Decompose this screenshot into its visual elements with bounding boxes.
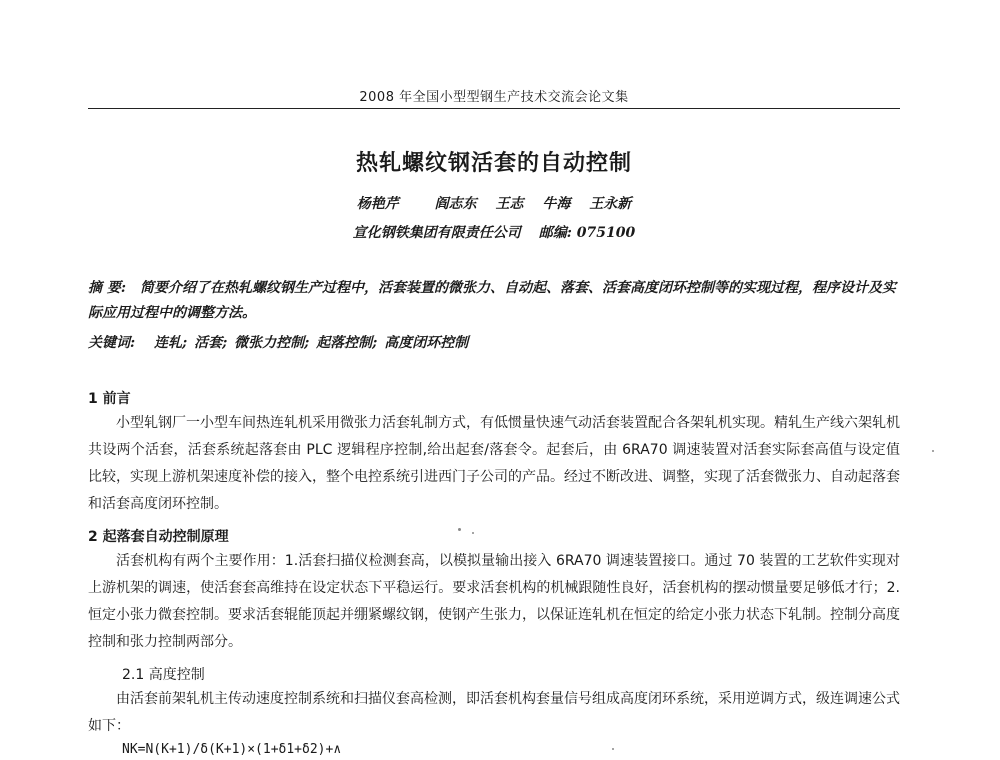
section-heading-2: 2 起落套自动控制原理 (88, 529, 229, 545)
author: 杨艳芹 (356, 196, 399, 212)
keyword: 高度闭环控制 (384, 335, 469, 351)
author: 王志 (495, 196, 524, 212)
keyword: 连轧; (154, 335, 188, 351)
section-1-paragraph: 小型轧钢厂一小型车间热连轧机采用微张力活套轧制方式，有低惯量快速气动活套装置配合各架轧机实现。精轧生产线六架轧机共设两个活套，活套系统起落套由 PLC 逻辑程序控制,给出起套/落套令。起套后，由 6RA70 调速装置对活套实际套高值与设定值比较，实现上游机架速度补偿的接入，整个电控系统引进西门子公司的产品。经过不断改进、调整，实现了活套微张力、自动起落套和活套高度闭环控制。 (88, 415, 900, 512)
running-head: 2008 年全国小型型钢生产技术交流会论文集 (359, 90, 629, 105)
author: 王永新 (589, 196, 632, 212)
postcode-label: 邮编: (538, 225, 572, 241)
scan-speck (932, 450, 934, 452)
scan-speck (458, 528, 461, 531)
scan-speck (612, 748, 614, 750)
abstract (88, 276, 900, 326)
keywords (88, 331, 900, 356)
postcode: 075100 (576, 225, 636, 241)
keyword: 起落控制; (316, 335, 378, 351)
author: 牛海 (542, 196, 571, 212)
affiliation: 宣化钢铁集团有限责任公司 (352, 225, 521, 241)
keyword: 微张力控制; (234, 335, 310, 351)
abstract-text: 简要介绍了在热轧螺纹钢生产过程中，活套装置的微张力、自动起、落套、活套高度闭环控制等的实现过程，程序设计及实际应用过程中的调整方法。 (88, 280, 897, 321)
scan-speck (472, 532, 474, 534)
author: 阎志东 (434, 196, 477, 212)
header-rule (88, 108, 900, 109)
keywords-label: 关键词: (88, 335, 136, 351)
author-list (88, 193, 900, 213)
paper-title: 热轧螺纹钢活套的自动控制 (355, 150, 632, 176)
section-heading-1: 1 前言 (88, 391, 131, 407)
subsection-2-1-paragraph: 由活套前架轧机主传动速度控制系统和扫描仪套高检测，即活套机构套量信号组成高度闭环系统，采用逆调方式，级连调速公式如下： (88, 691, 900, 734)
abstract-label: 摘 要: (88, 280, 127, 296)
section-2-paragraph: 活套机构有两个主要作用：1.活套扫描仪检测套高，以模拟量输出接入 6RA70 调速装置接口。通过 70 装置的工艺软件实现对上游机架的调速，使活套套高维持在设定状态下平稳运行。要求活套机构的机械跟随性良好，活套机构的摆动惯量要足够低才行；2.恒定小张力微套控制。要求活套辊能顶起并绷紧螺纹钢，使钢产生张力，以保证连轧机在恒定的给定小张力状态下轧制。控制分高度控制和张力控制两部分。 (88, 553, 900, 650)
speed-formula: NK=N(K+1)/δ(K+1)×(1+δ1+δ2)+∧ (122, 742, 342, 757)
subsection-heading-2-1: 2.1 高度控制 (122, 667, 205, 683)
affiliation-line (88, 222, 900, 242)
keyword: 活套; (194, 335, 228, 351)
